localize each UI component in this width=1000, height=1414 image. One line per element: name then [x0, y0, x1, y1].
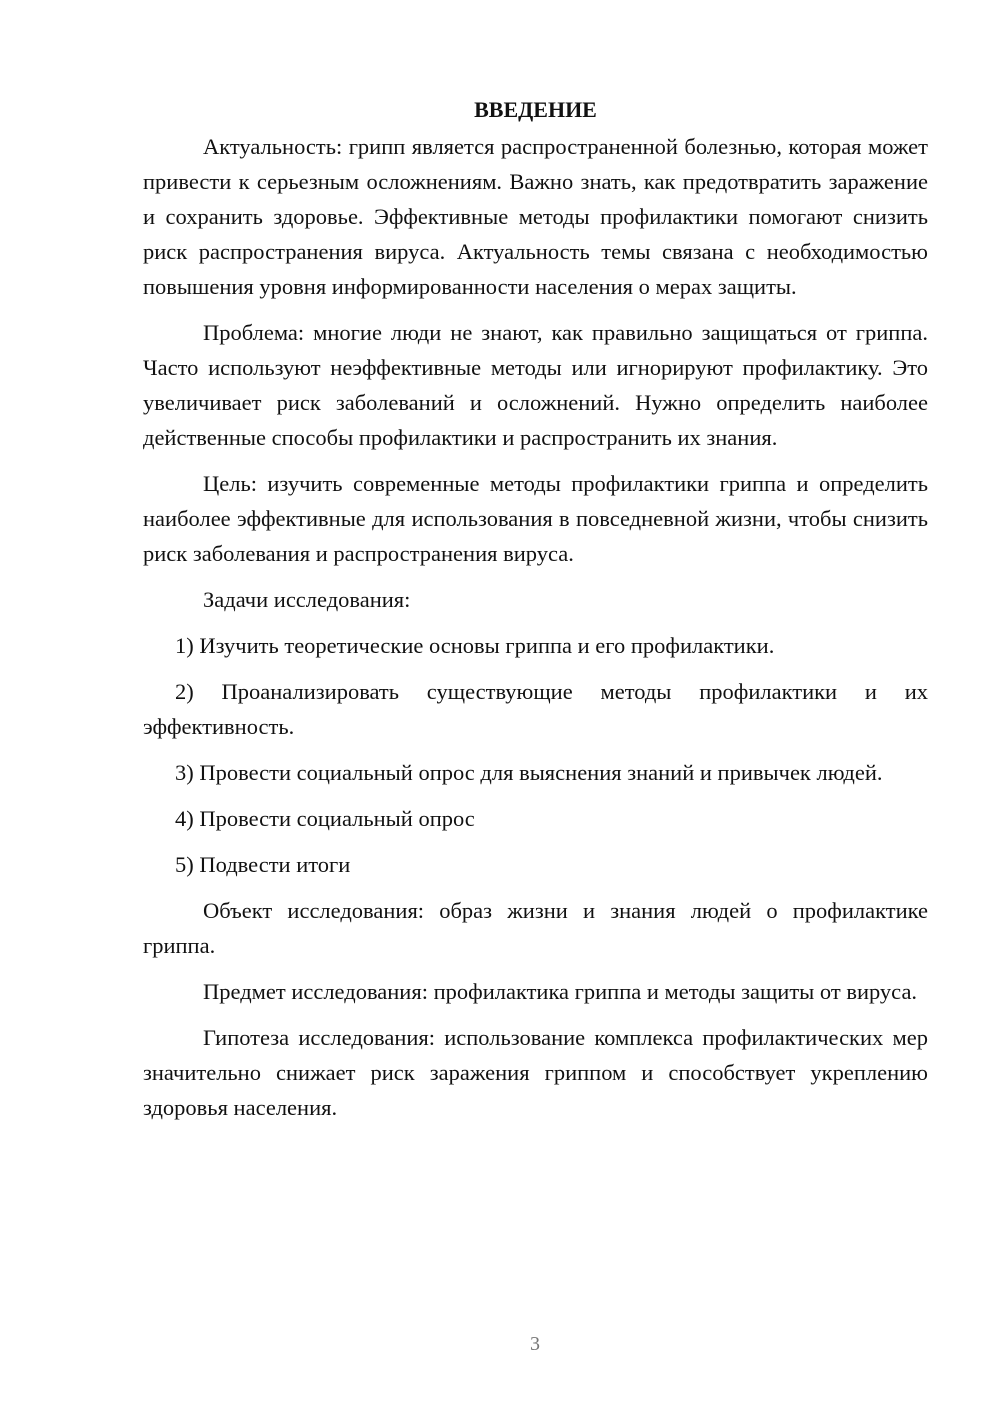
problem-paragraph: Проблема: многие люди не знают, как правильно защищаться от гриппа. Часто используют неэффективные методы или игнорируют профилактику. Это увеличивает риск заболеваний и осложнений. Нужно определить наиболее действенные способы профилактики и распространить их знания. [143, 320, 928, 450]
goal-paragraph: Цель: изучить современные методы профилактики гриппа и определить наиболее эффективные для использования в повседневной жизни, чтобы снизить риск заболевания и распространения вируса. [143, 471, 928, 566]
relevance-paragraph: Актуальность: грипп является распространенной болезнью, которая может привести к серьезным осложнениям. Важно знать, как предотвратить заражение и сохранить здоровье. Эффективные методы профилактики помогают снизить риск распространения вируса. Актуальность темы связана с необходимостью повышения уровня информированности населения о мерах защиты. [143, 134, 928, 299]
research-object-paragraph: Объект исследования: образ жизни и знания людей о профилактике гриппа. [143, 898, 928, 958]
research-hypothesis-paragraph: Гипотеза исследования: использование комплекса профилактических мер значительно снижает риск заражения гриппом и способствует укреплению здоровья населения. [143, 1025, 928, 1120]
task-item-5: 5) Подвести итоги [175, 852, 351, 877]
task-item-4: 4) Провести социальный опрос [175, 806, 475, 831]
section-heading: ВВЕДЕНИЕ [474, 97, 597, 122]
page-number: 3 [530, 1333, 540, 1355]
task-item-2: 2) Проанализировать существующие методы профилактики и их эффективность. [143, 679, 928, 739]
document-page [143, 92, 928, 1136]
tasks-heading: Задачи исследования: [203, 587, 411, 612]
task-item-3: 3) Провести социальный опрос для выяснения знаний и привычек людей. [175, 760, 883, 785]
task-item-1: 1) Изучить теоретические основы гриппа и его профилактики. [175, 633, 775, 658]
research-subject-paragraph: Предмет исследования: профилактика гриппа и методы защиты от вируса. [203, 979, 918, 1004]
